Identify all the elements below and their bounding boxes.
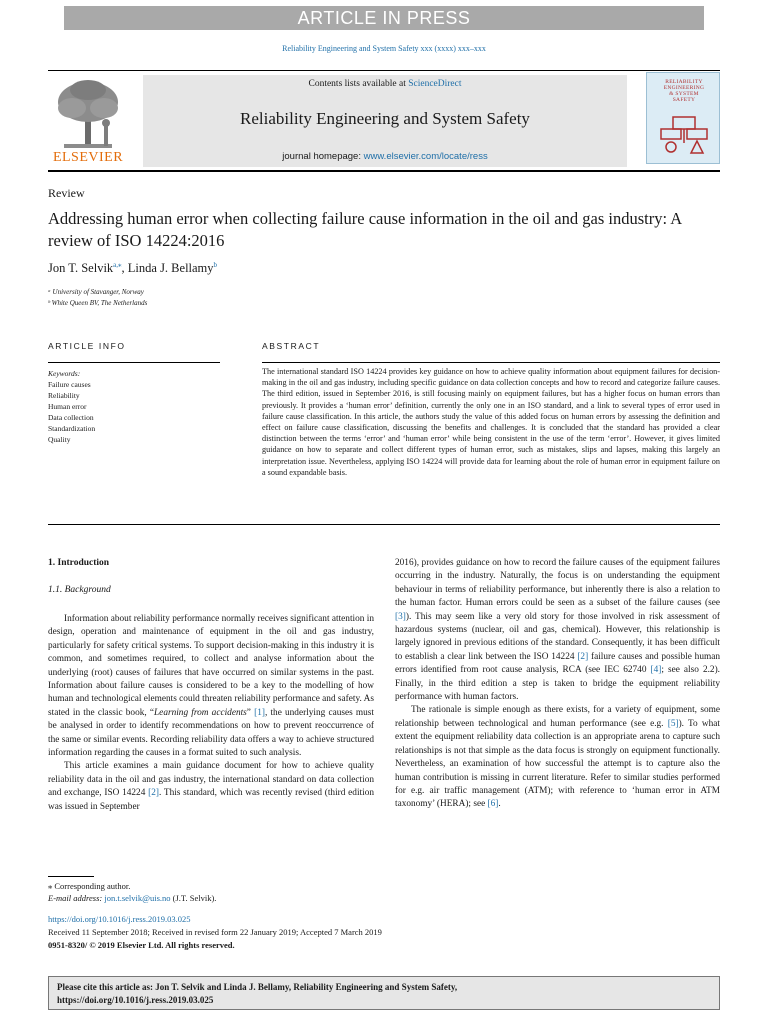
citation-link[interactable]: [2] xyxy=(577,651,589,662)
journal-header-box xyxy=(143,75,627,167)
affiliation: ᵃ University of Stavanger, Norway xyxy=(48,288,144,296)
keyword: Standardization xyxy=(48,424,96,433)
keyword: Data collection xyxy=(48,413,94,422)
copyright-notice: 0951-8320/ © 2019 Elsevier Ltd. All rights reserved. xyxy=(48,940,235,950)
body-column-right xyxy=(395,557,720,812)
cover-title-line: & SYSTEM xyxy=(669,91,699,97)
body-text: This article examines a main guidance document for how to achieve quality reliability data in the oil and gas industry, the international standard on data collection and exchange, ISO 14224 xyxy=(48,761,374,799)
header-rule-top xyxy=(48,70,720,71)
body-text: failure causes and possible human errors identified from root cause analysis, RCA (see IEC 62740 xyxy=(395,651,720,676)
body-text: , the underlying causes must be analysed in order to identify recommendations on how to prevent reoccurrence of the same or similar events. Recording reliability data offers a way to achieve structured information regarding the causes in a format suited to such analysis. xyxy=(48,707,374,759)
elsevier-wordmark: ELSEVIER xyxy=(52,150,124,165)
homepage-line xyxy=(143,151,627,162)
article-history: Received 11 September 2018; Received in revised form 22 January 2019; Accepted 7 March 2019 xyxy=(48,927,382,937)
contents-prefix: Contents lists available at xyxy=(308,79,409,89)
body-text: The rationale is simple enough as there exists, for a variety of equipment, some relationship between technological and human performance (see e.g. xyxy=(395,705,720,729)
abstract-rule xyxy=(262,362,720,363)
body-text: . xyxy=(498,799,501,810)
abstract-text: The international standard ISO 14224 provides key guidance on how to achieve quality information about equipment failures for decision-making in the oil and gas industry, including specific guidance on data collection concepts and how to record and categorize failure causes. The third edition, issued in September 2016, is still focusing mainly on equipment failures, but has a higher focus on human errors than previously. It provides a ‘human error’ definition, currently the only one in an ISO standard, and a link to several types of error used in failure cause classification. In this article, the authors study the value of this added focus on human errors by assessing the definition and effect on failure cause classification, discussing the benefits and challenges. It is concluded that the standard has provided a clear distinction between the terms ‘error’ and ‘human error’ while being consistent in the use of the term ‘error’. However, it gives limited guidance on how to separate and collect different types of human error, such as mistakes, slips and lapses, making this largely an interpretation issue. Nevertheless, applying ISO 14224 will provide data for learning about the role of human error in equipment failure on a sound expandable basis. xyxy=(262,367,720,477)
subsection-heading: 1.1. Background xyxy=(48,585,111,595)
corresponding-author-note: ⁎ Corresponding author. xyxy=(48,881,131,891)
cover-title-line: RELIABILITY xyxy=(665,79,703,85)
citation-link[interactable]: [2] xyxy=(148,788,159,799)
body-text: . This standard, which was recently revised (third edition was issued in September xyxy=(48,788,374,812)
keyword: Failure causes xyxy=(48,380,91,389)
author-affiliation-marker[interactable]: b xyxy=(213,261,218,269)
paper-title: Addressing human error when collecting failure cause information in the oil and gas industry: A review of ISO 14224:2016 xyxy=(48,209,682,250)
email-suffix: (J.T. Selvik). xyxy=(170,893,217,903)
section-heading: 1. Introduction xyxy=(48,558,110,568)
footnote-rule xyxy=(48,876,94,877)
homepage-prefix: journal homepage: xyxy=(282,151,364,162)
abstract-end-rule xyxy=(48,524,720,525)
article-info-rule xyxy=(48,362,220,363)
contents-line xyxy=(143,79,627,89)
citation-box xyxy=(48,976,720,1010)
email-note xyxy=(48,893,216,903)
author-name[interactable]: Jon T. Selvik xyxy=(48,261,114,276)
cover-title-line: ENGINEERING xyxy=(663,85,705,91)
citation-link[interactable]: [1] xyxy=(254,707,265,718)
citation-doi[interactable]: https://doi.org/10.1016/j.ress.2019.03.025 xyxy=(57,995,214,1005)
journal-reference[interactable]: Reliability Engineering and System Safety xxx (xxxx) xxx–xxx xyxy=(282,44,486,53)
affiliation: ᵇ White Queen BV, The Netherlands xyxy=(48,299,148,307)
keyword: Reliability xyxy=(48,391,80,400)
citation-link[interactable]: [5] xyxy=(667,718,679,729)
body-paragraph xyxy=(48,760,374,814)
body-paragraph xyxy=(48,613,374,760)
abstract-heading: ABSTRACT xyxy=(262,341,321,351)
body-text: ; see also 2.2). Finally, in the third edition a step is taken to bridge the equipment reliability performance with human factors. xyxy=(395,665,720,703)
keyword: Human error xyxy=(48,402,87,411)
author-separator: , xyxy=(121,261,128,276)
body-text: Information about reliability performance normally receives significant attention in design, operation and maintenance of equipment in the oil and gas industry, particularly for safety critical systems. To support decision-making in this industry it is common, and sometimes required, to collect and analyse information about the underlying (root) causes of failures that have occurred on similar systems in the past. Information about failure causes is considered to be a key to the modelling of how human and technological elements could threaten reliability performance and safety. As stated in the classic book, “ xyxy=(48,614,374,718)
header-rule-bottom xyxy=(48,170,720,172)
doi-link[interactable]: https://doi.org/10.1016/j.ress.2019.03.025 xyxy=(48,914,191,924)
citation-link[interactable]: [6] xyxy=(487,799,499,810)
journal-title: Reliability Engineering and System Safety xyxy=(240,109,530,128)
email-label: E-mail address: xyxy=(48,893,105,903)
body-text: ). To what extent the equipment reliability data collection is an appropriate arena to capture such relationships is not that simple as the data focus is strongly on equipment functionally. Nevertheless, an examination of how successful the attempt is to capture also the human contribution is missing in current literature. Refer to similar studies performed for e.g. air traffic management (ATM); with reference to ‘human error in ATM taxonomy’ (HERA); see xyxy=(395,718,720,810)
sciencedirect-link[interactable]: ScienceDirect xyxy=(408,79,462,89)
body-text: 2016), provides guidance on how to record the failure causes of the equipment failures occurring in the industry. Naturally, the focus is on understanding the equipment behaviour in terms of reliability performance, but inherently there is also a relation to the human factor. Human errors could be seen as a subset of the failure causes (see xyxy=(395,558,720,609)
body-text: ). This may seem like a very old story for those involved in risk assessment of hazardous systems (nuclear, oil and gas, chemical). However, this relationship is largely ignored in previous editions of the standard. Consequently, it has been difficult to establish a clear link between the ISO 14224 xyxy=(395,611,720,662)
cover-title-line: SAFETY xyxy=(672,97,696,103)
book-title-text: Learning from accidents xyxy=(154,707,247,718)
author-list xyxy=(48,261,217,276)
body-paragraph xyxy=(395,557,720,704)
article-type-label: Review xyxy=(48,186,85,200)
body-column-left xyxy=(48,613,374,814)
cover-graphic-icon xyxy=(647,73,721,165)
keyword: Quality xyxy=(48,435,71,444)
citation-link[interactable]: [3] xyxy=(395,611,406,622)
author-name[interactable]: Linda J. Bellamy xyxy=(127,261,214,276)
email-link[interactable]: jon.t.selvik@uis.no xyxy=(104,893,171,903)
citation-line: Please cite this article as: Jon T. Selvik and Linda J. Bellamy, Reliability Engineering and System Safety, xyxy=(57,982,458,992)
body-text: ” xyxy=(246,707,255,718)
citation-link[interactable]: [4] xyxy=(650,665,662,676)
body-paragraph xyxy=(395,704,720,811)
article-info-heading: ARTICLE INFO xyxy=(48,341,126,351)
journal-cover-image xyxy=(646,72,720,164)
author-affiliation-marker[interactable]: a,⁎ xyxy=(113,261,122,269)
homepage-link[interactable]: www.elsevier.com/locate/ress xyxy=(363,151,488,162)
article-in-press-banner: ARTICLE IN PRESS xyxy=(64,6,704,30)
keywords-label: Keywords: xyxy=(48,369,81,378)
